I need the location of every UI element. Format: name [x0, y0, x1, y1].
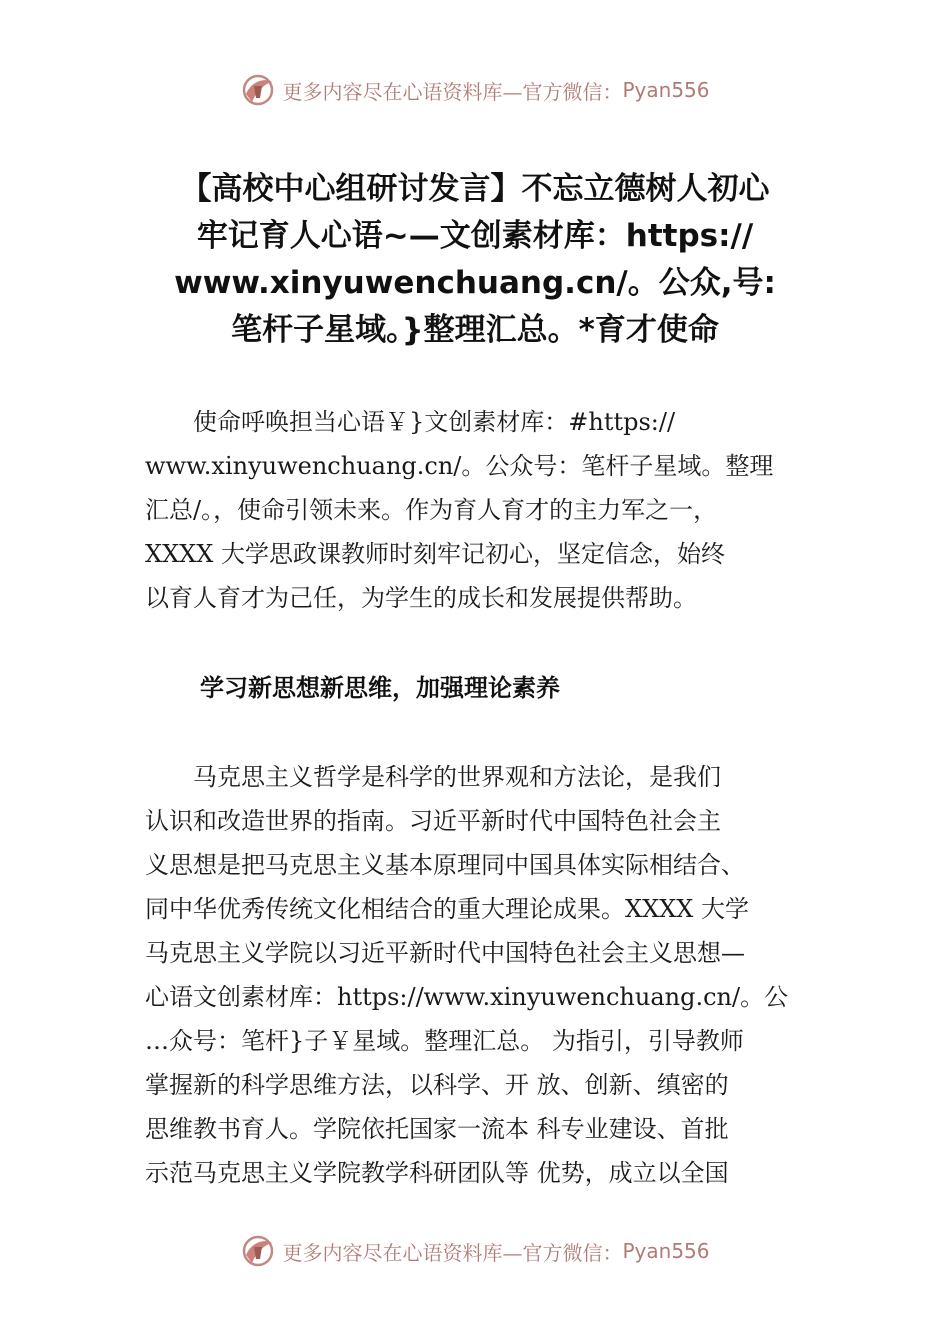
paragraph-line: …众号：笔杆}子￥星域。整理汇总。 为指引，引导教师: [145, 1027, 744, 1055]
watermark-banner-bottom: [0, 1233, 950, 1269]
title-line: 笔杆子星域。}整理汇总。*育才使命: [231, 312, 719, 348]
watermark-banner-top: [0, 72, 950, 108]
brand-logo-icon: [240, 1233, 276, 1269]
paragraph-line: 汇总/。，使命引领未来。作为育人育才的主力军之一，: [145, 496, 718, 524]
paragraph-line: 马克思主义哲学是科学的世界观和方法论，是我们: [145, 763, 721, 791]
paragraph-line: 认识和改造世界的指南。习近平新时代中国特色社会主: [145, 807, 721, 835]
section-heading: 学习新思想新思维，加强理论素养: [200, 674, 560, 702]
brand-logo-icon: [240, 72, 276, 108]
paragraph-line: 示范马克思主义学院教学科研团队等 优势，成立以全国: [145, 1159, 729, 1187]
paragraph-line: www.xinyuwenchuang.cn/。公众号：笔杆子星域。整理: [145, 452, 774, 480]
paragraph-line: 思维教书育人。学院依托国家一流本 科专业建设、首批: [145, 1115, 729, 1143]
paragraph-line: 马克思主义学院以习近平新时代中国特色社会主义思想—: [145, 939, 745, 967]
title-line: www.xinyuwenchuang.cn/。公众,号:: [174, 265, 776, 301]
paragraph-line: 同中华优秀传统文化相结合的重大理论成果。XXXX 大学: [145, 895, 749, 923]
watermark-account: Pyan556: [622, 1239, 710, 1263]
paragraph-line: 心语文创素材库：https://www.xinyuwenchuang.cn/。公: [145, 983, 789, 1011]
title-line: 牢记育人心语~—文创素材库：https://: [196, 218, 754, 254]
paragraph-line: 以育人育才为己任，为学生的成长和发展提供帮助。: [145, 584, 697, 612]
watermark-text: 更多内容尽在心语资料库—官方微信：: [282, 1240, 623, 1265]
document-title: [120, 166, 830, 354]
watermark-text: 更多内容尽在心语资料库—官方微信：: [282, 79, 623, 104]
paragraph-line: 使命呼唤担当心语￥}文创素材库：#https://: [145, 408, 676, 436]
paragraph-line: 义思想是把马克思主义基本原理同中国具体实际相结合、: [145, 851, 745, 879]
paragraph-line: 掌握新的科学思维方法，以科学、开 放、创新、缜密的: [145, 1071, 729, 1099]
paragraph-line: XXXX 大学思政课教师时刻牢记初心，坚定信念，始终: [145, 540, 725, 568]
title-line: 【高校中心组研讨发言】不忘立德树人初心: [180, 171, 770, 207]
watermark-account: Pyan556: [622, 78, 710, 102]
